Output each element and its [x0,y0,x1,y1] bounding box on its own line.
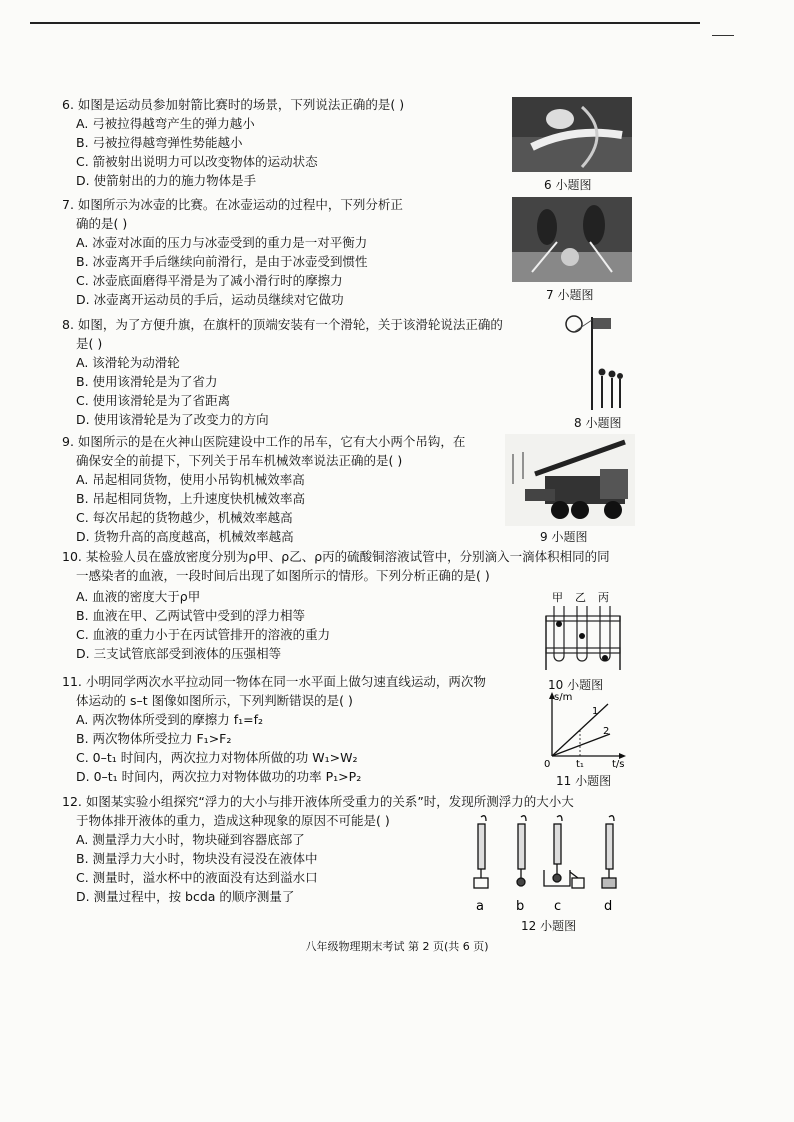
curling-photo [512,197,632,282]
question-stem-cont: 确保安全的前提下，下列关于吊车机械效率说法正确的是( ) [76,453,403,468]
option-b: B. 测量浮力大小时，物块没有浸没在液体中 [76,851,318,866]
option-b: B. 吊起相同货物，上升速度快机械效率高 [76,491,306,506]
s-t-graph [540,690,630,770]
line-2-label: 2 [603,726,610,737]
figure-caption: 10 小题图 [548,678,604,692]
option-a: A. 弓被拉得越弯产生的弹力越小 [76,116,255,131]
option-d: D. 0–t₁ 时间内，两次拉力对物体做功的功率 P₁>P₂ [76,769,362,784]
option-d: D. 冰壶离开运动员的手后，运动员继续对它做功 [76,292,344,307]
option-a: A. 冰壶对冰面的压力与冰壶受到的重力是一对平衡力 [76,235,368,250]
t1-label: t₁ [576,759,584,770]
option-a: A. 血液的密度大于ρ甲 [76,589,201,604]
option-a: A. 两次物体所受到的摩擦力 f₁=f₂ [76,712,264,727]
option-d: D. 使箭射出的力的施力物体是手 [76,173,257,188]
option-d: D. 使用该滑轮是为了改变力的方向 [76,412,269,427]
option-c: C. 测量时，溢水杯中的液面没有达到溢水口 [76,870,318,885]
test-tubes-figure [544,590,624,672]
question-stem: 9. 如图所示的是在火神山医院建设中工作的吊车，它有大小两个吊钩，在 [62,434,466,449]
option-b: B. 弓被拉得越弯弹性势能越小 [76,135,243,150]
step-label-c: c [554,899,562,914]
question-stem: 6. 如图是运动员参加射箭比赛时的场景，下列说法正确的是( ) [62,97,405,112]
flagpole-figure [560,312,630,412]
step-label-b: b [516,899,525,914]
question-11 [62,672,542,786]
step-label-a: a [476,899,484,914]
option-d: D. 货物升高的高度越高，机械效率越高 [76,529,294,544]
question-6 [62,95,512,190]
figure-caption: 9 小题图 [540,530,588,544]
x-axis-label: t/s [612,759,625,770]
option-b: B. 使用该滑轮是为了省力 [76,374,218,389]
question-stem-cont: 是( ) [76,336,103,351]
archery-photo [512,97,632,172]
option-a: A. 吊起相同货物，使用小吊钩机械效率高 [76,472,305,487]
y-axis-label: s/m [554,692,573,703]
option-a: A. 测量浮力大小时，物块碰到容器底部了 [76,832,305,847]
option-b: B. 血液在甲、乙两试管中受到的浮力相等 [76,608,306,623]
step-label-d: d [604,899,613,914]
question-9 [62,432,512,546]
option-c: C. 冰壶底面磨得平滑是为了减小滑行时的摩擦力 [76,273,343,288]
buoyancy-experiment-figure [466,812,636,916]
question-stem: 12. 如图某实验小组探究“浮力的大小与排开液体所受重力的关系”时，发现所测浮力的大小大 [62,794,574,809]
tube-label: 丙 [598,591,609,604]
option-a: A. 该滑轮为动滑轮 [76,355,180,370]
question-stem: 7. 如图所示为冰壶的比赛。在冰壶运动的过程中，下列分析正 [62,197,403,212]
question-stem: 8. 如图，为了方便升旗，在旗杆的顶端安装有一个滑轮，关于该滑轮说法正确的 [62,317,503,332]
line-1-label: 1 [592,706,599,717]
origin-label: 0 [544,759,551,770]
option-c: C. 箭被射出说明力可以改变物体的运动状态 [76,154,318,169]
crane-truck-figure [505,434,635,526]
figure-caption: 6 小题图 [544,178,592,192]
option-b: B. 两次物体所受拉力 F₁>F₂ [76,731,232,746]
option-c: C. 每次吊起的货物越少，机械效率越高 [76,510,293,525]
question-7 [62,195,512,309]
question-stem-cont: 于物体排开液体的重力，造成这种现象的原因不可能是( ) [76,813,390,828]
question-8 [62,315,542,429]
question-stem-cont: 一感染者的血液，一段时间后出现了如图所示的情形。下列分析正确的是( ) [76,568,490,583]
option-c: C. 使用该滑轮是为了省距离 [76,393,231,408]
question-stem-cont: 体运动的 s–t 图像如图所示，下列判断错误的是( ) [76,693,353,708]
figure-caption: 7 小题图 [546,288,594,302]
option-d: D. 三支试管底部受到液体的压强相等 [76,646,282,661]
option-c: C. 血液的重力小于在丙试管排开的溶液的重力 [76,627,331,642]
option-b: B. 冰壶离开手后继续向前滑行，是由于冰壶受到惯性 [76,254,368,269]
option-c: C. 0–t₁ 时间内，两次拉力对物体所做的功 W₁>W₂ [76,750,358,765]
header-rule-short [712,35,734,36]
question-stem-cont: 确的是( ) [76,216,128,231]
figure-caption: 12 小题图 [521,919,577,933]
tube-label: 甲 [552,591,563,604]
page-footer: 八年级物理期末考试 第 2 页(共 6 页) [305,940,489,953]
option-d: D. 测量过程中，按 bcda 的顺序测量了 [76,889,295,904]
header-rule [30,22,700,24]
figure-caption: 8 小题图 [574,416,622,430]
question-stem: 10. 某检验人员在盛放密度分别为ρ甲、ρ乙、ρ丙的硫酸铜溶液试管中，分别滴入一滴体积相同的同 [62,549,610,564]
figure-caption: 11 小题图 [556,774,612,788]
question-stem: 11. 小明同学两次水平拉动同一物体在同一水平面上做匀速直线运动，两次物 [62,674,486,689]
tube-label: 乙 [575,591,586,604]
